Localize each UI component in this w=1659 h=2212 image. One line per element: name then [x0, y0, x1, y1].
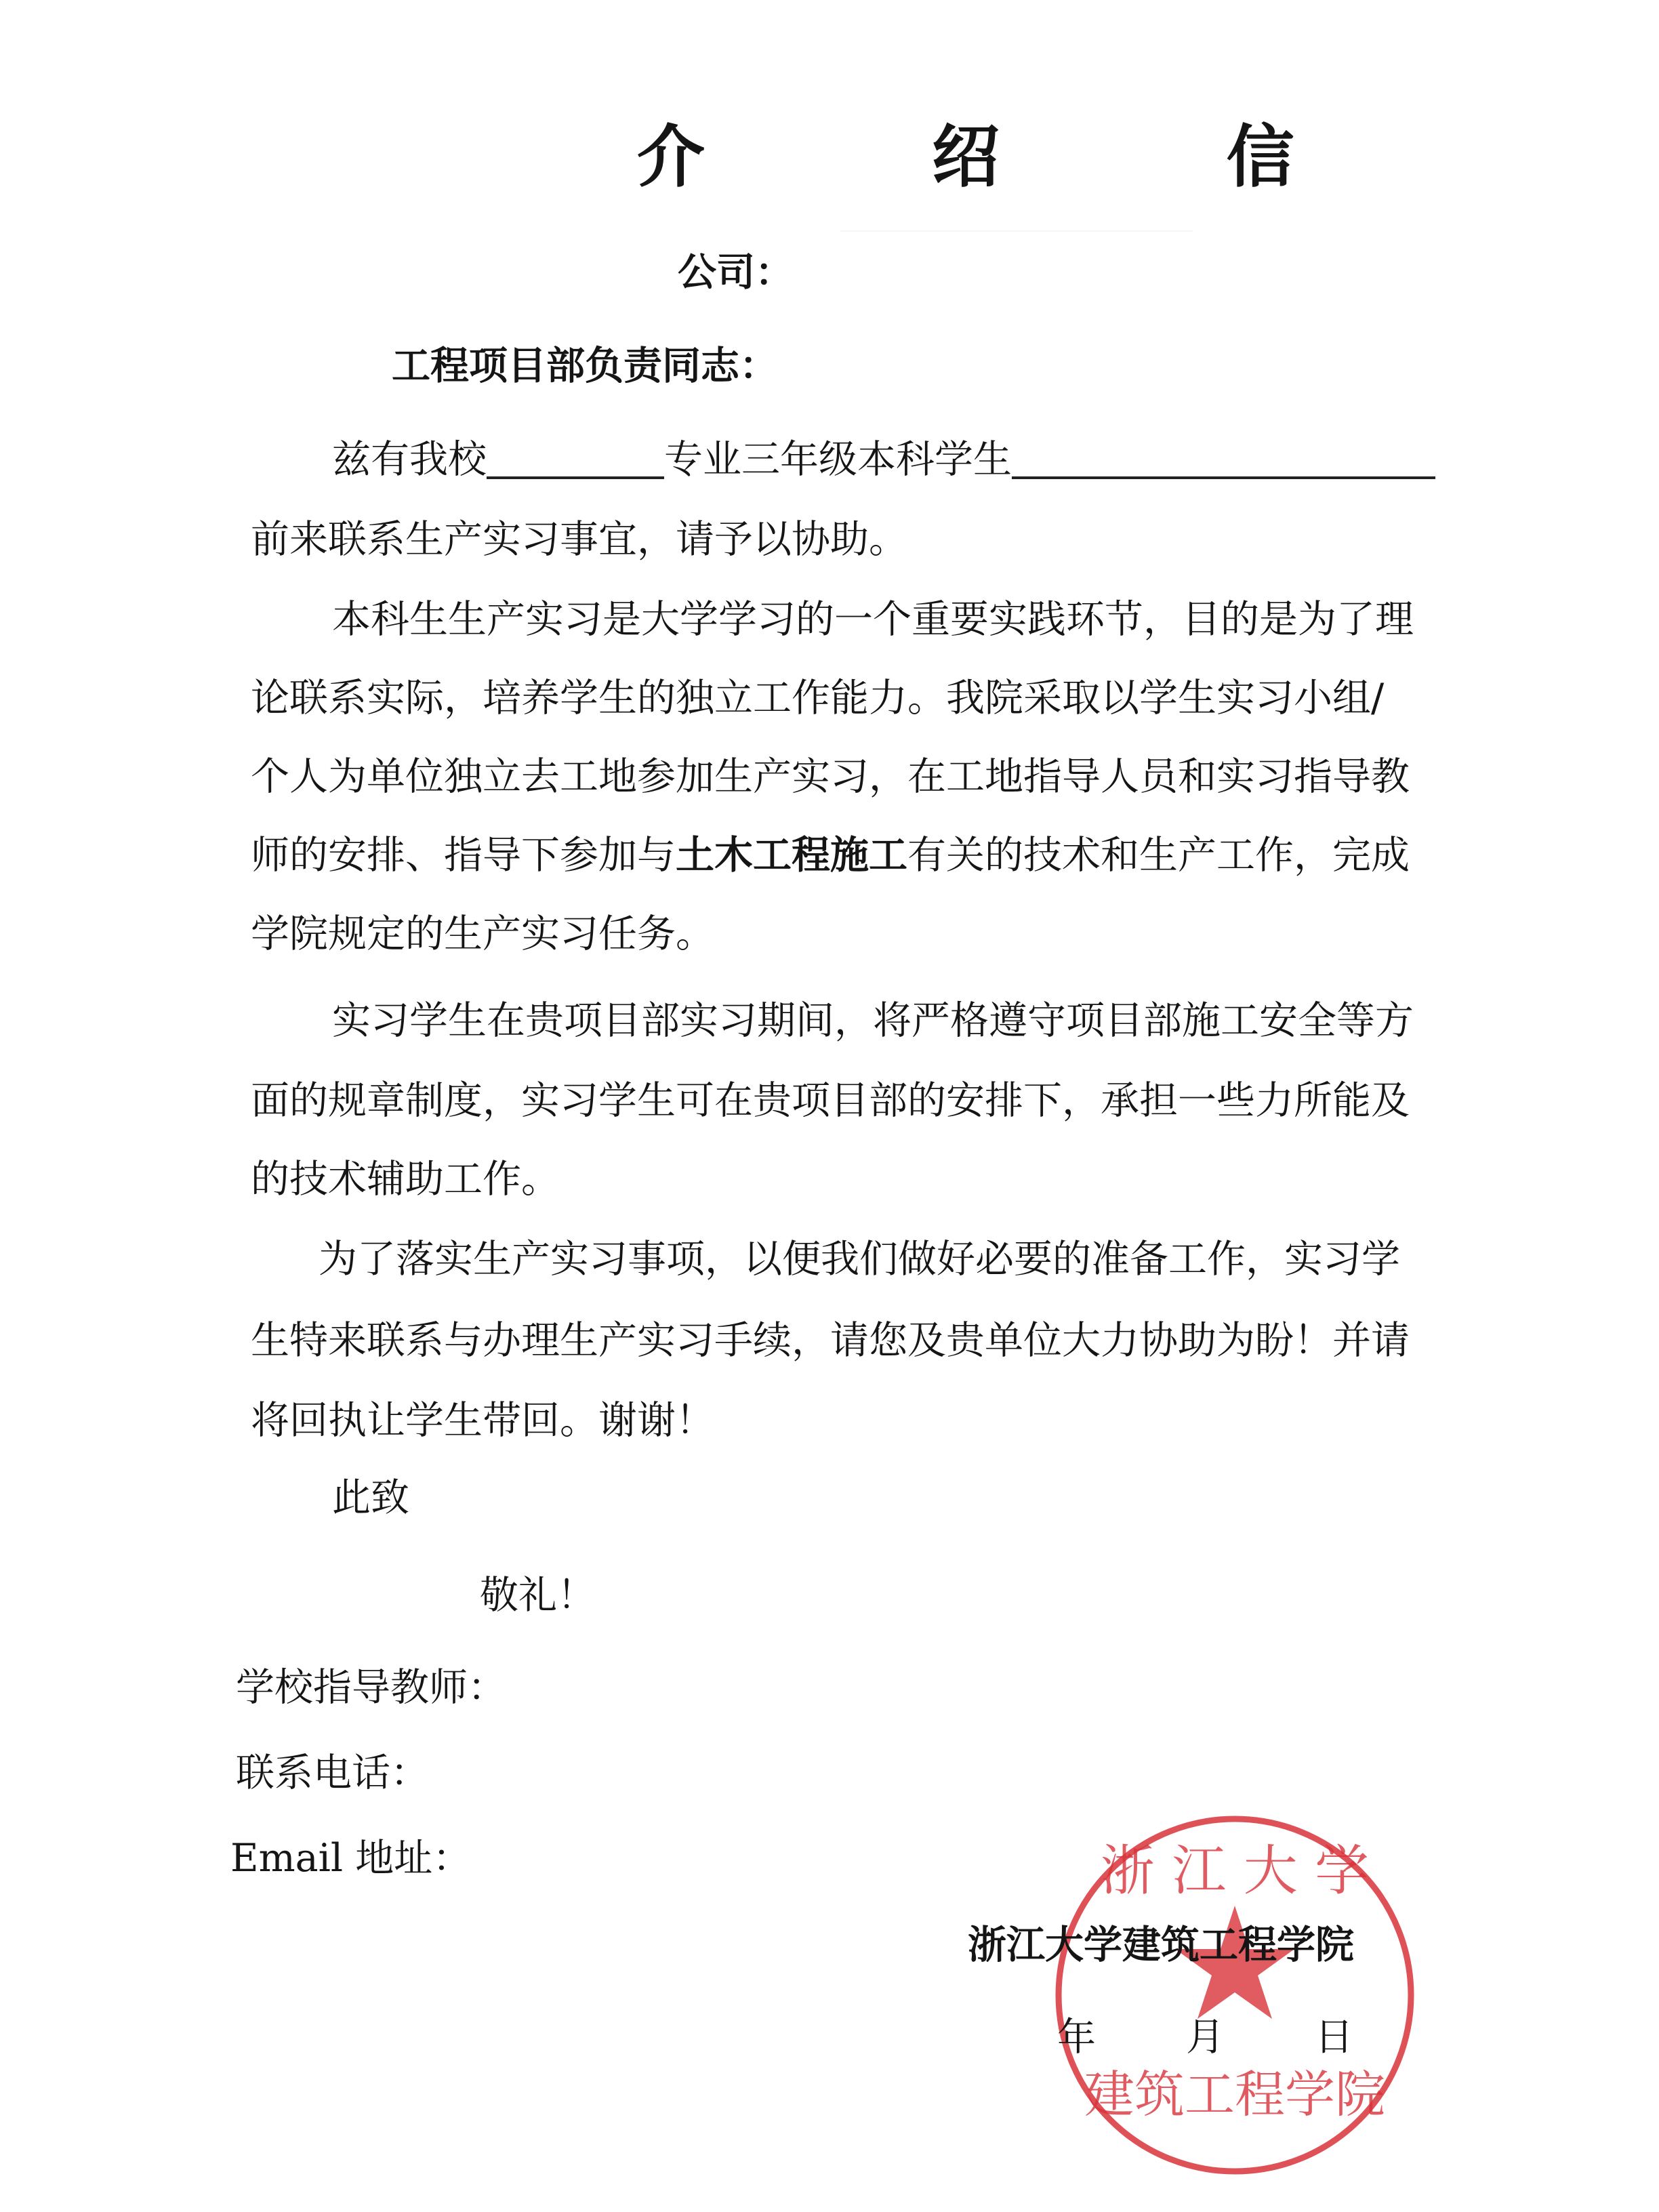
email-label: Email 地址：: [230, 1836, 472, 1881]
closing-jingli: 敬礼！: [480, 1573, 596, 1618]
student-name-blank: [1012, 441, 1435, 479]
para1-part2: 专业三年级本科学生: [664, 437, 1012, 482]
civil-engineering-construction: 土木工程施工: [676, 833, 907, 878]
faint-mark: [840, 230, 1193, 263]
major-blank: [487, 441, 664, 479]
para2-line5: 学院规定的生产实习任务。: [251, 912, 714, 956]
para2-line2: 论联系实际，培养学生的独立工作能力。我院采取以学生实习小组/: [251, 676, 1385, 720]
salutation-company: 公司：: [678, 250, 794, 295]
para4-line2: 生特来联系与办理生产实习手续，请您及贵单位大力协助为盼！并请: [251, 1318, 1410, 1363]
teacher-label: 学校指导教师：: [236, 1665, 506, 1710]
date-day: 日: [1315, 2015, 1353, 2060]
para1-part1: 兹有我校: [332, 437, 487, 482]
para2-line3: 个人为单位独立去工地参加生产实习，在工地指导人员和实习指导教: [251, 754, 1410, 799]
closing-cizhi: 此致: [332, 1475, 409, 1520]
para2-line1: 本科生生产实习是大学学习的一个重要实践环节，目的是为了理: [332, 597, 1414, 642]
para3-line1: 实习学生在贵项目部实习期间，将严格遵守项目部施工安全等方: [332, 998, 1414, 1043]
para1-line2: 前来联系生产实习事宜，请予以协助。: [251, 517, 907, 562]
para2-line4: [251, 833, 1410, 878]
salutation-dept: 工程项目部负责同志：: [392, 344, 778, 388]
date-month: 月: [1186, 2015, 1225, 2060]
para2-line4a: 师的安排、指导下参加与: [251, 833, 676, 878]
official-seal: [1049, 1809, 1420, 2181]
letter-title: 介 绍 信: [637, 117, 1396, 197]
seal-text-top: 浙 江 大 学: [1100, 1839, 1370, 1902]
para4-line1: 为了落实生产实习事项，以便我们做好必要的准备工作，实习学: [319, 1237, 1400, 1282]
para1-line1: [332, 437, 1435, 482]
phone-label: 联系电话：: [236, 1750, 429, 1795]
seal-text-bottom: 建筑工程学院: [1084, 2066, 1385, 2124]
para2-line4c: 有关的技术和生产工作，完成: [907, 833, 1410, 878]
para3-line2: 面的规章制度，实习学生可在贵项目部的安排下，承担一些力所能及: [251, 1078, 1410, 1123]
signature-college: 浙江大学建筑工程学院: [968, 1923, 1354, 1967]
para3-line3: 的技术辅助工作。: [251, 1157, 560, 1202]
date-year: 年: [1057, 2015, 1096, 2060]
para4-line3: 将回执让学生带回。谢谢！: [251, 1398, 714, 1443]
